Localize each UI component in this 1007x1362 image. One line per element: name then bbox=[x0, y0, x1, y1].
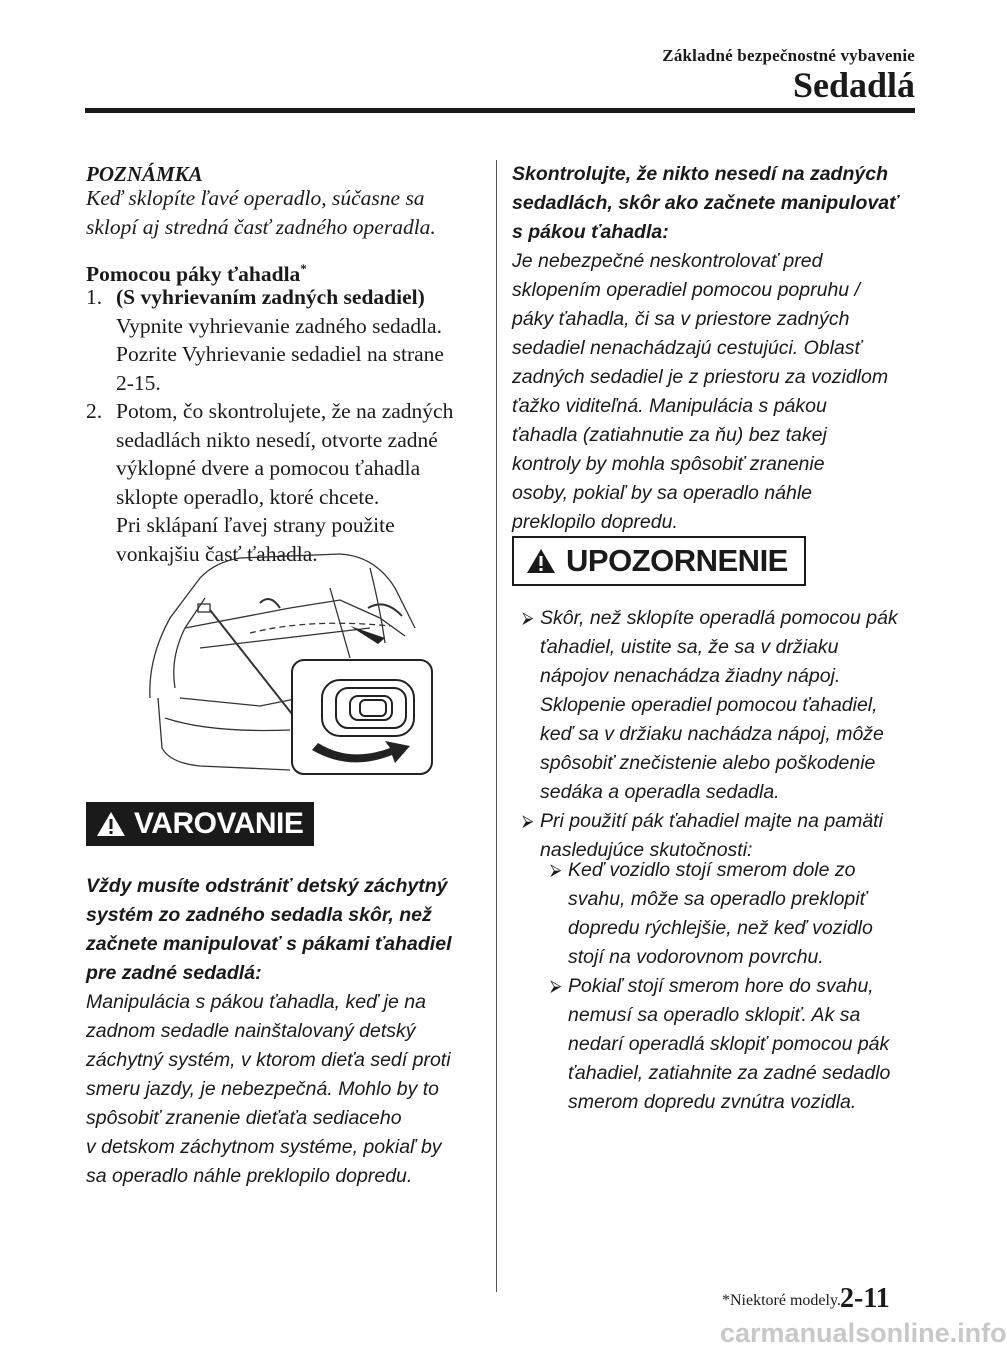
list-item bbox=[86, 397, 486, 568]
caution-icon bbox=[526, 547, 556, 575]
warning-line: sedadiel nenachádzajú cestujúci. Oblasť bbox=[512, 337, 862, 359]
warning-line: kontroly by mohla spôsobiť zranenie bbox=[512, 453, 825, 475]
section-title: Základné bezpečnostné vybavenie bbox=[662, 46, 915, 65]
list-item bbox=[550, 972, 914, 1117]
warning-label bbox=[86, 802, 314, 846]
caution-line: nápojov nenachádza žiadny nápoj. bbox=[540, 665, 841, 687]
warning-bold-line: systém zo zadného sedadla skôr, než bbox=[86, 904, 432, 926]
bullet-arrow-icon: ⮚ bbox=[550, 978, 562, 995]
warning-icon bbox=[96, 810, 126, 838]
list-item bbox=[522, 604, 914, 807]
note-line: sklopí aj stredná časť zadného operadla. bbox=[86, 214, 436, 239]
warning-line: osoby, pokiaľ by sa operadlo náhle bbox=[512, 482, 812, 504]
caution-line: nasledujúce skutočnosti: bbox=[540, 839, 753, 861]
warning-line: záchytný systém, v ktorom dieťa sedí proti bbox=[86, 1049, 451, 1071]
warning-line: páky ťahadla, či sa v priestore zadných bbox=[512, 308, 850, 330]
warning-line: zadnom sedadle nainštalovaný detský bbox=[86, 1020, 416, 1042]
caution-line: Pri použití pák ťahadiel majte na pamäti bbox=[540, 810, 883, 832]
warning-bold-line: Vždy musíte odstrániť detský záchytný bbox=[86, 875, 448, 897]
warning-line: spôsobiť zranenie dieťaťa sediaceho bbox=[86, 1107, 402, 1129]
caution-list bbox=[522, 604, 914, 865]
column-divider bbox=[496, 160, 497, 1292]
warning-line: ťažko viditeľná. Manipulácia s pákou bbox=[512, 395, 827, 417]
step-line: (S vyhrievaním zadných sedadiel) bbox=[116, 285, 425, 309]
note-line: Keď sklopíte ľavé operadlo, súčasne sa bbox=[86, 186, 425, 210]
caution-label-text: UPOZORNENIE bbox=[566, 543, 788, 578]
warning-line: Manipulácia s pákou ťahadla, keď je na bbox=[86, 991, 426, 1013]
caution-sublist bbox=[550, 856, 914, 1117]
warning-line: preklopilo dopredu. bbox=[512, 511, 678, 533]
step-line: Vypnite vyhrievanie zadného sedadla. bbox=[116, 313, 442, 338]
step-number: 1. bbox=[86, 285, 103, 309]
caution-line: Sklopenie operadiel pomocou ťahadiel, bbox=[540, 694, 878, 716]
step-line: 2-15. bbox=[116, 370, 161, 395]
caution-line: dopredu rýchlejšie, než keď vozidlo bbox=[568, 917, 873, 939]
warning-line: Je nebezpečné neskontrolovať pred bbox=[512, 250, 823, 272]
caution-line: Keď vozidlo stojí smerom dole zo bbox=[568, 859, 856, 881]
step-number: 2. bbox=[86, 399, 103, 423]
warning-bold-line: s pákou ťahadla: bbox=[512, 221, 669, 243]
caution-line: ťahadiel, uistite sa, že sa v držiaku bbox=[540, 636, 839, 658]
step-line: sedadlách nikto nesedí, otvorte zadné bbox=[116, 427, 438, 452]
note-heading: POZNÁMKA bbox=[86, 162, 203, 186]
step-line: sklopte operadlo, ktoré chcete. bbox=[116, 484, 380, 509]
step-line: výklopné dvere a pomocou ťahadla bbox=[116, 456, 421, 480]
lever-illustration bbox=[140, 548, 440, 780]
warning-line: ťahadla (zatiahnutie za ňu) bez takej bbox=[512, 424, 827, 446]
caution-line: nemusí sa operadlo sklopiť. Ak sa bbox=[568, 1004, 861, 1026]
step-line: Potom, čo skontrolujete, že na zadných bbox=[116, 399, 454, 423]
caution-line: keď sa v držiaku nachádza nápoj, môže bbox=[540, 723, 884, 745]
caution-line: spôsobiť znečistenie alebo poškodenie bbox=[540, 752, 876, 774]
footnote: *Niektoré modely. bbox=[722, 1292, 841, 1309]
steps-list bbox=[86, 283, 486, 568]
header-rule bbox=[85, 108, 915, 113]
warning-text bbox=[86, 872, 486, 1191]
warning-line: sklopením operadiel pomocou popruhu / bbox=[512, 279, 860, 301]
bullet-arrow-icon: ⮚ bbox=[522, 813, 534, 830]
warning-bold-line: začnete manipulovať s pákami ťahadiel bbox=[86, 933, 452, 955]
caution-line: smerom dopredu zvnútra vozidla. bbox=[568, 1091, 857, 1113]
warning-line: zadných sedadiel je z priestoru za vozidlom bbox=[512, 366, 889, 388]
bullet-arrow-icon: ⮚ bbox=[522, 610, 534, 627]
warning-line: v detskom záchytnom systéme, pokiaľ by bbox=[86, 1136, 442, 1158]
watermark: carmanualsonline.info bbox=[720, 1318, 1007, 1348]
warning-line: sa operadlo náhle preklopilo dopredu. bbox=[86, 1165, 413, 1187]
asterisk: * bbox=[300, 261, 307, 276]
warning-bold-line: pre zadné sedadlá: bbox=[86, 962, 262, 984]
caution-line: stojí na vodorovnom povrchu. bbox=[568, 946, 824, 968]
bullet-arrow-icon: ⮚ bbox=[550, 862, 562, 879]
list-item bbox=[550, 856, 914, 972]
note-body bbox=[86, 184, 486, 241]
warning-line: smeru jazdy, je nebezpečná. Mohlo by to bbox=[86, 1078, 439, 1100]
step-line: vonkajšiu časť ťahadla. bbox=[116, 541, 318, 566]
page-title: Sedadlá bbox=[792, 65, 915, 105]
lever-heading-text: Pomocou páky ťahadla bbox=[86, 262, 301, 287]
warning-bold-line: Skontrolujte, že nikto nesedí na zadných bbox=[512, 163, 888, 185]
step-line: Pozrite Vyhrievanie sedadiel na strane bbox=[116, 342, 444, 366]
caution-line: Skôr, než sklopíte operadlá pomocou pák bbox=[540, 607, 898, 629]
list-item bbox=[86, 283, 486, 397]
warning-bold-line: sedadlách, skôr ako začnete manipulovať bbox=[512, 192, 899, 214]
warning-continued bbox=[512, 160, 912, 537]
caution-label bbox=[512, 536, 806, 586]
step-line: Pri sklápaní ľavej strany použite bbox=[116, 513, 395, 537]
caution-line: nedarí operadlá sklopiť pomocou pák bbox=[568, 1033, 890, 1055]
caution-line: sedáka a operadla sedadla. bbox=[540, 781, 780, 803]
warning-label-text: VAROVANIE bbox=[134, 807, 304, 840]
caution-line: ťahadiel, zatiahnite za zadné sedadlo bbox=[568, 1062, 891, 1084]
caution-line: svahu, môže sa operadlo preklopiť bbox=[568, 888, 867, 910]
page-number: 2-11 bbox=[840, 1283, 890, 1314]
caution-line: Pokiaľ stojí smerom hore do svahu, bbox=[568, 975, 874, 997]
